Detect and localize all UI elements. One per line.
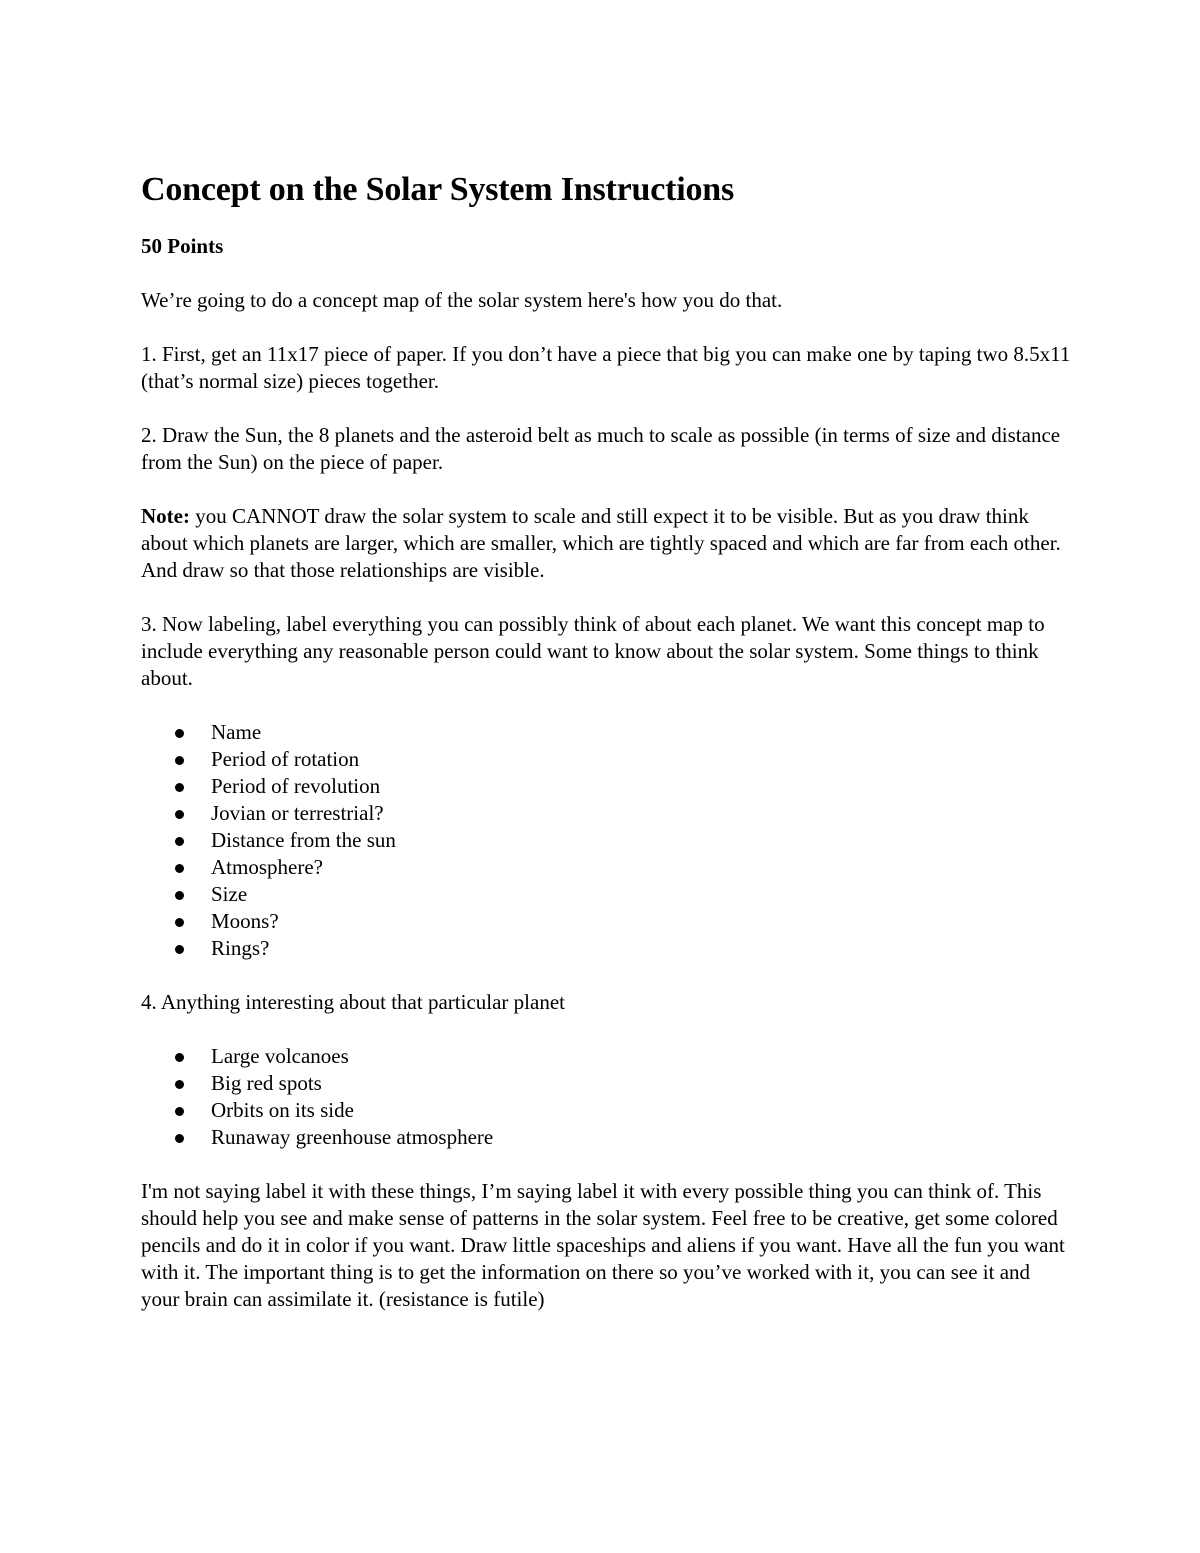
list-item: Size: [141, 881, 1071, 908]
list-item: Big red spots: [141, 1070, 1071, 1097]
bullet-icon: [175, 918, 184, 927]
document-page: [141, 168, 1071, 1340]
step-2-paragraph: 2. Draw the Sun, the 8 planets and the asteroid belt as much to scale as possible (in terms of size and distance from the Sun) on the piece of paper.: [141, 423, 1061, 474]
bullet-icon: [175, 756, 184, 765]
bullet-icon: [175, 1053, 184, 1062]
list-item: Rings?: [141, 935, 1071, 962]
note-text: you CANNOT draw the solar system to scale and still expect it to be visible. But as you draw think about which planets are larger, which are smaller, which are tightly spaced and which are far from each other. And draw so that those relationships are visible.: [141, 504, 1061, 582]
list-item: Runaway greenhouse atmosphere: [141, 1124, 1071, 1151]
list-item: Orbits on its side: [141, 1097, 1071, 1124]
bullet-icon: [175, 1107, 184, 1116]
step-4-paragraph: 4. Anything interesting about that particular planet: [141, 990, 565, 1014]
bullet-icon: [175, 945, 184, 954]
bullet-icon: [175, 1080, 184, 1089]
bullet-icon: [175, 891, 184, 900]
list-item: Distance from the sun: [141, 827, 1071, 854]
bullet-icon: [175, 837, 184, 846]
bullet-icon: [175, 729, 184, 738]
list-item: Large volcanoes: [141, 1043, 1071, 1070]
note-label: Note:: [141, 504, 190, 528]
intro-paragraph: We’re going to do a concept map of the solar system here's how you do that.: [141, 288, 783, 312]
bullet-icon: [175, 864, 184, 873]
document-title: Concept on the Solar System Instructions: [141, 171, 735, 208]
list-item: Jovian or terrestrial?: [141, 800, 1071, 827]
bullet-icon: [175, 783, 184, 792]
list-item: Name: [141, 719, 1071, 746]
step-1-paragraph: 1. First, get an 11x17 piece of paper. If you don’t have a piece that big you can make one by taping two 8.5x11 (that’s normal size) pieces together.: [141, 342, 1071, 393]
points-value: 50 Points: [141, 234, 224, 258]
bullet-icon: [175, 810, 184, 819]
list-item: Moons?: [141, 908, 1071, 935]
list-item: Atmosphere?: [141, 854, 1071, 881]
bullet-icon: [175, 1134, 184, 1143]
list-item: Period of revolution: [141, 773, 1071, 800]
planet-attributes-list: [141, 719, 1071, 962]
interesting-features-list: [141, 1043, 1071, 1151]
list-item: Period of rotation: [141, 746, 1071, 773]
note-paragraph: [141, 503, 1071, 584]
closing-paragraph: I'm not saying label it with these things, I’m saying label it with every possible thing you can think of. This should help you see and make sense of patterns in the solar system. Feel free to be creative, get some colored pencils and do it in color if you want. Draw little spaceships and aliens if you want. Have all the fun you want with it. The important thing is to get the information on there so you’ve worked with it, you can see it and your brain can assimilate it. (resistance is futile): [141, 1179, 1065, 1311]
step-3-paragraph: 3. Now labeling, label everything you can possibly think of about each planet. We want this concept map to include everything any reasonable person could want to know about the solar system. Some things to think about.: [141, 612, 1045, 690]
